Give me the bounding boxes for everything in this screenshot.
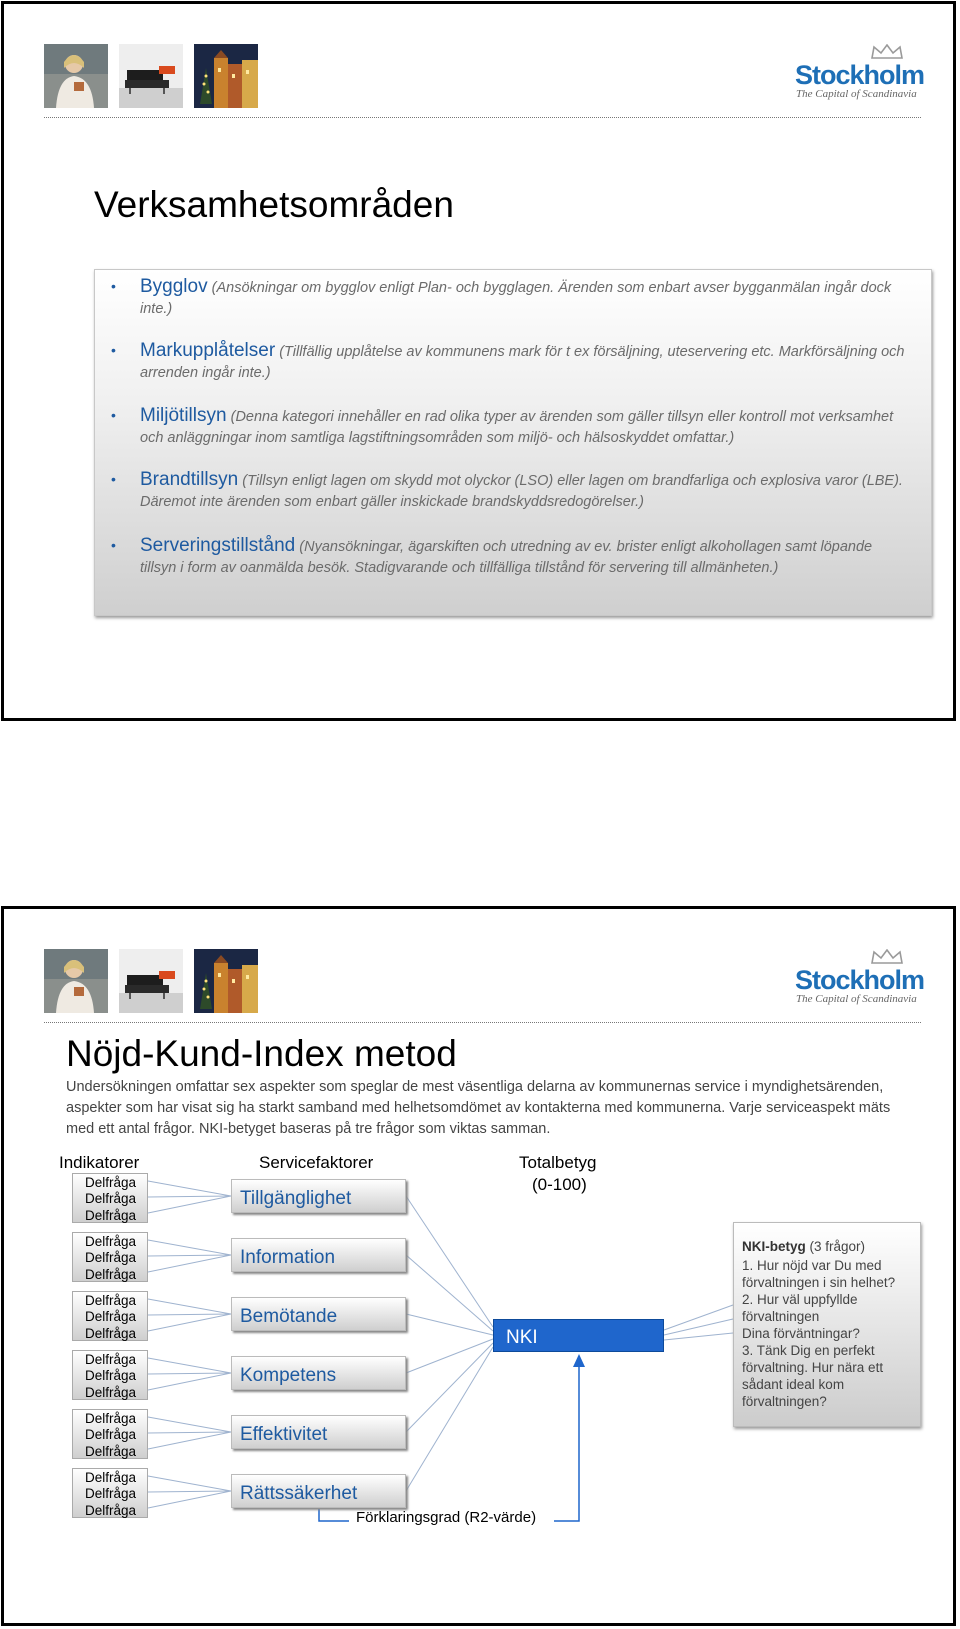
delfraga-label: Delfråga <box>85 1309 137 1324</box>
nki-betyg-subtitle: (3 frågor) <box>809 1239 866 1254</box>
bullet-panel <box>94 269 932 616</box>
logo-tagline: The Capital of Scandinavia <box>796 88 917 100</box>
bullet-item <box>103 340 911 384</box>
indicator-group <box>72 1173 148 1223</box>
photo-old-town-christmas <box>194 44 258 108</box>
delfraga-label: Delfråga <box>85 1208 137 1223</box>
nki-question-1: 1. Hur nöjd var Du med förvaltningen i sin helhet? <box>742 1258 896 1290</box>
header-totalbetyg: Totalbetyg <box>519 1153 597 1172</box>
bullet-icon: • <box>111 278 116 294</box>
nki-label: NKI <box>506 1327 538 1348</box>
bullet-description: (Tillsyn enligt lagen om skydd mot olyckor (LSO) eller lagen om brandfarliga och explosiva varor (LBE). Däremot inte ärenden som enbart gäller inskickade brandskyddsredogörelser.) <box>140 473 903 510</box>
factor-kompetens <box>231 1356 406 1390</box>
logo-wordmark: Stockholm <box>795 60 925 90</box>
bullet-term: Miljötillsyn <box>140 405 227 426</box>
delfraga-label: Delfråga <box>85 1368 137 1383</box>
delfraga-label: Delfråga <box>85 1250 137 1265</box>
delfraga-label: Delfråga <box>85 1427 137 1442</box>
delfraga-label: Delfråga <box>85 1503 137 1518</box>
nki-betyg-header <box>742 1239 865 1254</box>
bullet-term: Bygglov <box>140 276 208 297</box>
factor-tillganglighet <box>231 1179 406 1213</box>
factor-label: Effektivitet <box>240 1424 328 1445</box>
nki-betyg-questions <box>742 1257 918 1410</box>
crown-icon <box>870 44 904 60</box>
bullet-item <box>103 469 911 513</box>
delfraga-label: Delfråga <box>85 1267 137 1282</box>
slide-title: Verksamhetsområden <box>94 184 454 225</box>
nki-question-3: 3. Tänk Dig en perfekt förvaltning. Hur nära ett sådant ideal kom förvaltningen? <box>742 1343 884 1409</box>
factor-label: Information <box>240 1247 336 1268</box>
factor-effektivitet <box>231 1415 406 1449</box>
header-divider <box>44 117 921 118</box>
delfraga-label: Delfråga <box>85 1191 137 1206</box>
logo-tagline: The Capital of Scandinavia <box>796 993 917 1005</box>
logo-wordmark: Stockholm <box>795 965 925 995</box>
delfraga-label: Delfråga <box>85 1385 137 1400</box>
bullet-item <box>103 276 911 320</box>
bullet-icon: • <box>111 537 116 553</box>
indicator-group <box>72 1409 148 1459</box>
photo-woman-coffee <box>44 44 108 108</box>
bullet-icon: • <box>111 342 116 358</box>
factor-rattssakerhet <box>231 1474 406 1508</box>
factor-label: Rättssäkerhet <box>240 1483 358 1504</box>
factor-label: Kompetens <box>240 1365 337 1386</box>
bullet-item <box>103 535 911 579</box>
bullet-description: (Tillfällig upplåtelse av kommunens mark för t ex försäljning, uteservering etc. Markförsäljning och arrenden ingår inte.) <box>140 344 905 381</box>
nki-question-2b: Dina förväntningar? <box>742 1326 860 1341</box>
nki-box <box>493 1319 664 1352</box>
indicator-group <box>72 1350 148 1400</box>
nki-betyg-title: NKI-betyg <box>742 1239 806 1254</box>
header-indikatorer: Indikatorer <box>59 1153 140 1172</box>
bullet-item <box>103 405 911 449</box>
factor-label: Tillgänglighet <box>240 1188 352 1209</box>
header-totalbetyg-range: (0-100) <box>532 1175 587 1194</box>
nki-question-2a: 2. Hur väl uppfyllde förvaltningen <box>742 1292 858 1324</box>
delfraga-label: Delfråga <box>85 1444 137 1459</box>
delfraga-label: Delfråga <box>85 1411 137 1426</box>
factor-label: Bemötande <box>240 1306 338 1327</box>
bullet-icon: • <box>111 407 116 423</box>
arrow-up-icon <box>573 1354 585 1367</box>
delfraga-label: Delfråga <box>85 1470 137 1485</box>
bullet-term: Markupplåtelser <box>140 340 276 361</box>
forklaringsgrad-label: Förklaringsgrad (R2-värde) <box>356 1509 537 1526</box>
indicator-group <box>72 1291 148 1341</box>
slide-title: Nöjd-Kund-Index metod <box>66 1033 457 1074</box>
delfraga-label: Delfråga <box>85 1293 137 1308</box>
bullet-description: (Ansökningar om bygglov enligt Plan- och bygglagen. Ärenden som enbart avser bygganmälan ingår dock inte.) <box>140 280 892 317</box>
factor-information <box>231 1238 406 1272</box>
photo-sofa <box>119 44 183 108</box>
factor-bemotande <box>231 1297 406 1331</box>
bullet-description: (Nyansökningar, ägarskiften och utredning av ev. brister enligt alkohollagen samt löpande tillsyn i form av oanmälda besök. Stadigvarande och tillfälliga tillstånd för servering till allmänheten.) <box>140 539 873 576</box>
indicator-group <box>72 1468 148 1518</box>
delfraga-label: Delfråga <box>85 1352 137 1367</box>
delfraga-label: Delfråga <box>85 1175 137 1190</box>
bullet-description: (Denna kategori innehåller en rad olika typer av ärenden som gäller tillsyn eller kontroll mot verksamhet och anläggningar inom samtliga lagstiftningsområden som miljö- och hälsoskyddet omfattar.) <box>140 409 894 446</box>
intro-text: Undersökningen omfattar sex aspekter som speglar de mest väsentliga delarna av kommunernas service i myndighetsärenden, aspekter som har visat sig ha starkt samband med helhetsomdömet av kontakterna med kommunerna. Varje serviceaspekt mäts med ett antal frågor. NKI-betyget baseras på tre frågor som viktas samman. <box>66 1079 891 1137</box>
delfraga-label: Delfråga <box>85 1234 137 1249</box>
bullet-term: Serveringstillstånd <box>140 535 296 556</box>
bullet-term: Brandtillsyn <box>140 469 239 490</box>
bullet-icon: • <box>111 471 116 487</box>
slide-nki-metod <box>1 906 956 1626</box>
slide-verksamhetsomraden <box>1 1 956 721</box>
nki-betyg-panel <box>733 1222 921 1427</box>
header-servicefaktorer: Servicefaktorer <box>259 1153 374 1172</box>
delfraga-label: Delfråga <box>85 1486 137 1501</box>
indicator-group <box>72 1232 148 1282</box>
stockholm-logo <box>790 44 925 104</box>
delfraga-label: Delfråga <box>85 1326 137 1341</box>
